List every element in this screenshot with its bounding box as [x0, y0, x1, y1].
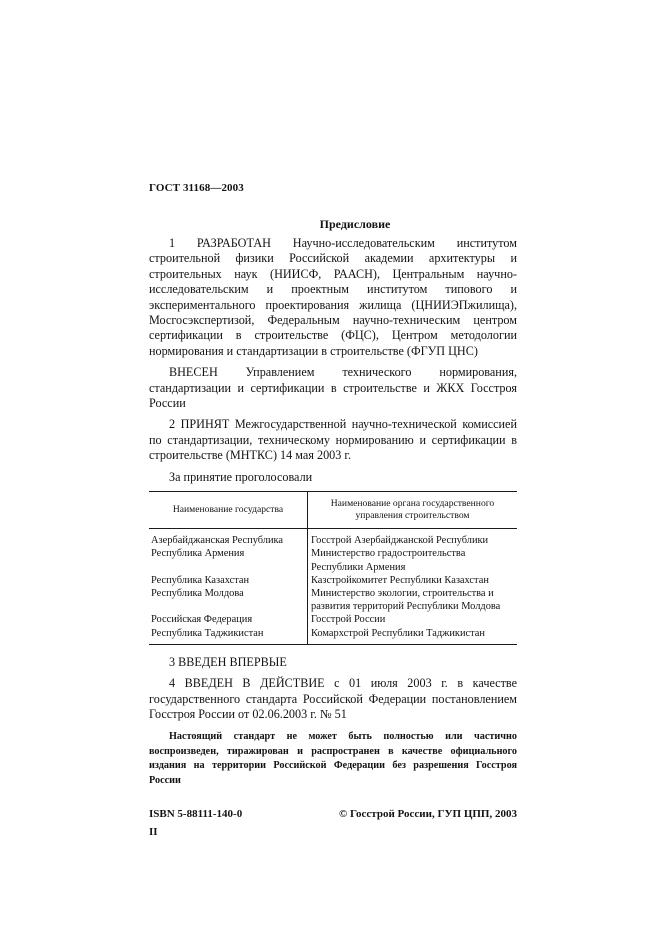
- isbn: ISBN 5-88111-140-0: [149, 807, 243, 820]
- foreword-item-2: 2 ПРИНЯТ Межгосударственной научно-технической комиссией по стандартизации, техническому нормированию и сертификации в строительстве (МНТКС) 14 мая 2003 г.: [149, 417, 517, 463]
- copyright: © Госстрой России, ГУП ЦПП, 2003: [339, 807, 517, 820]
- table-row: [149, 587, 517, 613]
- table-row: [149, 574, 517, 587]
- footer: [149, 808, 517, 820]
- table-row: [149, 547, 517, 573]
- vote-table-header-row: [149, 492, 517, 529]
- foreword-title: Предисловие: [319, 217, 391, 231]
- table-row: [149, 529, 517, 548]
- state-cell: Российская Федерация: [149, 613, 308, 626]
- body-cell: Госстрой России: [311, 614, 386, 626]
- voted-label: За принятие проголосовали: [169, 469, 313, 484]
- foreword-introduced: ВНЕСЕН Управлением технического нормирования, стандартизации и сертификации в строительстве и ЖКХ Госстроя России: [149, 365, 517, 411]
- body-cell: Госстрой Азербайджанской Республики: [311, 535, 489, 547]
- state-cell: Республика Казахстан: [149, 574, 308, 587]
- vote-table: [149, 491, 517, 645]
- state-cell: Республика Армения: [149, 547, 308, 573]
- column-header-state: Наименование государства: [149, 492, 308, 529]
- state-cell: Азербайджанская Республика: [149, 529, 308, 548]
- copyright-notice: Настоящий стандарт не может быть полностью или частично воспроизведен, тиражирован и распространен в качестве официального издания на территории Российской Федерации без разрешения Госстроя России: [149, 731, 517, 786]
- body-cell: Министерство градостроительства Республики Армения: [311, 548, 466, 573]
- document-code: ГОСТ 31168—2003: [149, 182, 244, 194]
- body-cell: Министерство экологии, строительства и развития территорий Республики Молдова: [311, 587, 501, 613]
- column-header-body: Наименование органа государственного управления строительством: [308, 492, 518, 529]
- foreword-item-3: 3 ВВЕДЕН ВПЕРВЫЕ: [169, 654, 287, 669]
- document-page: [149, 182, 517, 838]
- body-cell: Казстройкомитет Республики Казахстан: [311, 574, 489, 586]
- table-row: [149, 627, 517, 645]
- body-cell: Комархстрой Республики Таджикистан: [308, 627, 518, 645]
- table-row: [149, 613, 517, 626]
- foreword-item-1: 1 РАЗРАБОТАН Научно-исследовательским институтом строительной физики Российской академии архитектуры и строительных наук (НИИСФ, РААСН), Центральным научно-исследовательским и проектным институтом типового и экспериментального проектирования жилища (ЦНИИЭПжилища), Мосгосэкспертизой, Федеральным научно-техническим центром сертификации в строительстве (ФЦС), Центром методологии нормирования и стандартизации в строительстве (ФГУП ЦНС): [149, 236, 517, 358]
- state-cell: Республика Таджикистан: [149, 627, 308, 645]
- page-number: II: [149, 825, 158, 838]
- foreword-item-4: 4 ВВЕДЕН В ДЕЙСТВИЕ с 01 июля 2003 г. в качестве государственного стандарта Российской Федерации постановлением Госстроя России от 02.06.2003 г. № 51: [149, 676, 517, 721]
- state-cell: Республика Молдова: [149, 587, 308, 613]
